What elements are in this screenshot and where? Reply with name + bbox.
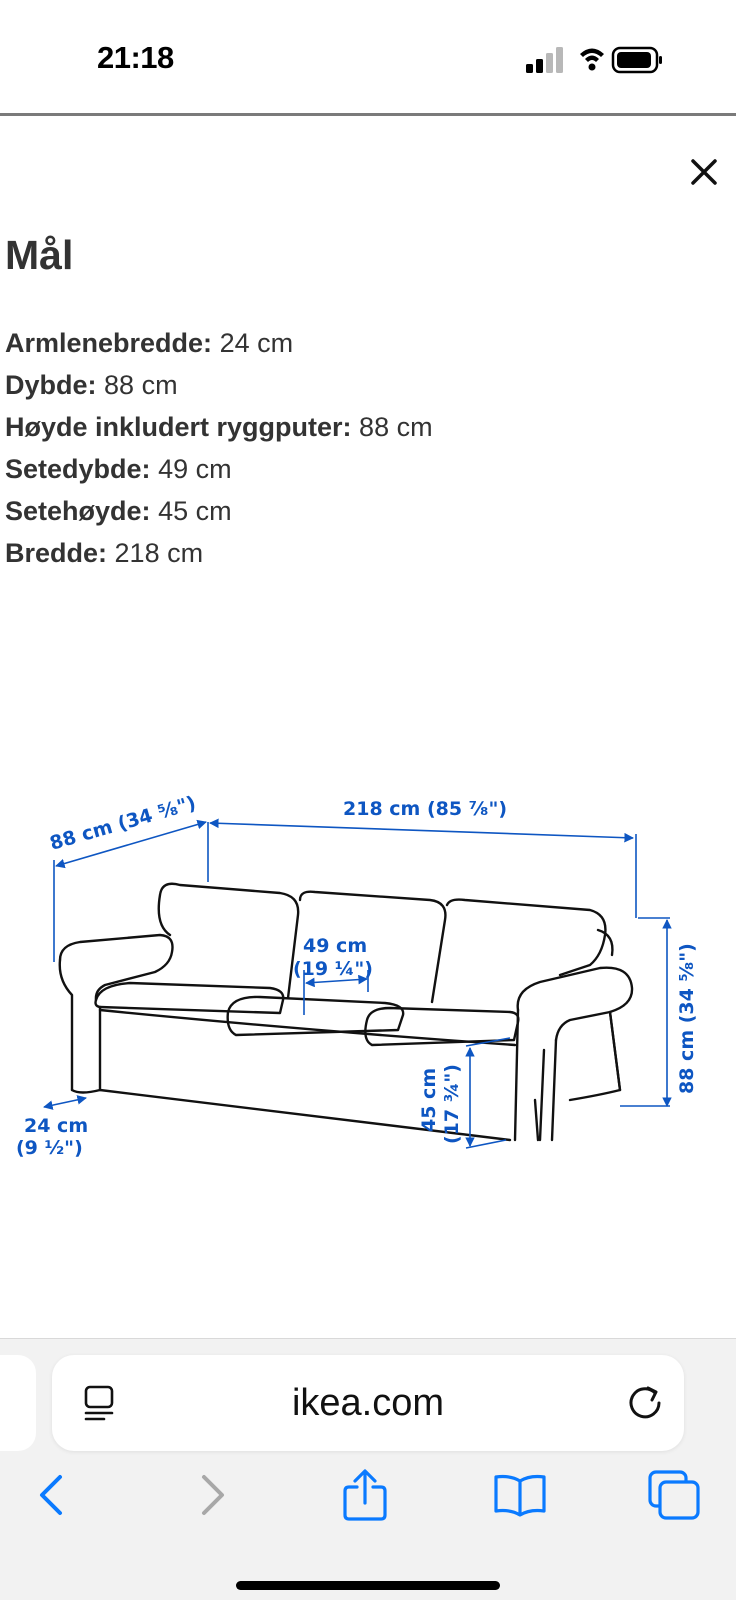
status-bar: [0, 0, 736, 112]
url-text[interactable]: ikea.com: [291, 1382, 445, 1424]
bookmarks-icon: [492, 1473, 548, 1517]
spec-item: [5, 532, 433, 574]
spec-label: Setedybde:: [5, 454, 151, 484]
spec-item: [5, 364, 433, 406]
spec-label: Høyde inkludert ryggputer:: [5, 412, 352, 442]
seat-height-cm-label: 45 cm: [418, 1067, 440, 1132]
seat-depth-in-label: (19 ¼"): [293, 958, 373, 980]
tabs-icon: [648, 1470, 700, 1520]
home-indicator: [236, 1581, 500, 1590]
spec-label: Armlenebredde:: [5, 328, 213, 358]
armrest-dim-line: [44, 1098, 86, 1107]
back-icon: [34, 1473, 70, 1517]
spec-value: 218 cm: [114, 538, 204, 568]
wifi-icon: [580, 49, 604, 71]
spec-value: 49 cm: [158, 454, 232, 484]
spec-list: [5, 322, 433, 574]
cellular-signal-icon: [526, 47, 563, 73]
sofa-dimension-diagram: [0, 780, 736, 1260]
share-button[interactable]: [335, 1465, 395, 1525]
forward-button[interactable]: [182, 1465, 242, 1525]
depth-label: 88 cm (34 ⁵⁄₈"): [47, 792, 199, 855]
spec-value: 88 cm: [359, 412, 433, 442]
sofa-drawing: [60, 884, 632, 1140]
spec-value: 45 cm: [158, 496, 232, 526]
battery-icon: [613, 48, 662, 72]
page-title: Mål: [5, 232, 74, 278]
bookmarks-button[interactable]: [490, 1465, 550, 1525]
back-button[interactable]: [22, 1465, 82, 1525]
spec-value: 88 cm: [104, 370, 178, 400]
status-time: 21:18: [97, 40, 174, 75]
spec-label: Setehøyde:: [5, 496, 151, 526]
width-dim-line: [210, 823, 633, 838]
status-icons: [526, 44, 676, 76]
previous-tab-preview[interactable]: [0, 1355, 36, 1451]
close-icon: [690, 158, 718, 186]
seat-depth-cm-label: 49 cm: [303, 935, 368, 957]
spec-item: [5, 448, 433, 490]
address-bar[interactable]: [52, 1355, 684, 1451]
spec-item: [5, 490, 433, 532]
share-icon: [341, 1469, 389, 1521]
spec-value: 24 cm: [219, 328, 294, 358]
spec-label: Bredde:: [5, 538, 108, 568]
forward-icon: [194, 1473, 230, 1517]
spec-label: Dybde:: [5, 370, 97, 400]
seat-height-in-label: (17 ¾"): [441, 1064, 463, 1144]
browser-toolbar: [0, 1339, 736, 1600]
top-divider: [0, 113, 736, 116]
spec-item: [5, 322, 433, 364]
height-label: 88 cm (34 ⁵⁄₈"): [676, 943, 698, 1094]
armrest-cm-label: 24 cm: [24, 1115, 89, 1137]
armrest-in-label: (9 ½"): [16, 1137, 83, 1159]
close-button[interactable]: [684, 152, 724, 192]
reload-icon[interactable]: [624, 1381, 666, 1423]
tabs-button[interactable]: [644, 1465, 704, 1525]
spec-item: [5, 406, 433, 448]
width-label: 218 cm (85 ⁷⁄₈"): [343, 798, 508, 820]
